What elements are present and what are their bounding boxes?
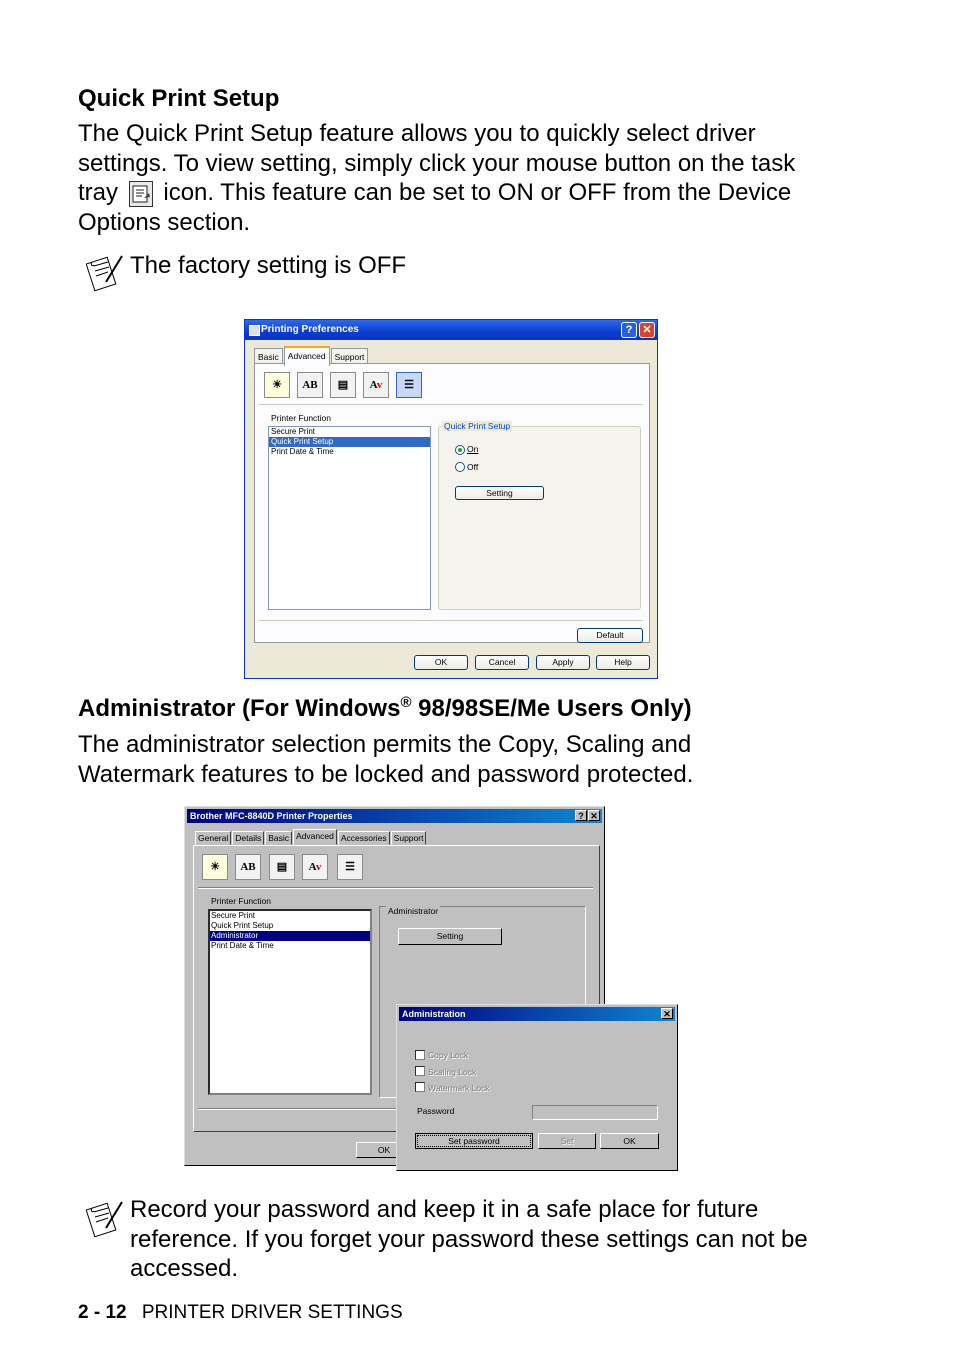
function-list[interactable] xyxy=(268,426,431,610)
note-icon xyxy=(86,252,126,292)
para-line: The administrator selection permits the Copy, Scaling and xyxy=(78,731,692,758)
divider xyxy=(198,887,593,889)
printing-preferences-dialog xyxy=(244,319,658,679)
dialog-title: Brother MFC-8840D Printer Properties xyxy=(190,811,353,821)
scaling-lock-label: Scaling Lock xyxy=(428,1067,477,1077)
dialog-title-bar xyxy=(399,1007,675,1021)
list-item[interactable]: Quick Print Setup xyxy=(269,437,430,447)
tray-icon xyxy=(129,181,153,207)
note-factory-setting: The factory setting is OFF xyxy=(130,252,407,279)
tab-advanced[interactable]: Advanced xyxy=(284,346,330,366)
note-line: reference. If you forget your password these settings can not be xyxy=(130,1225,808,1253)
page-tool-icon[interactable]: ▤ xyxy=(269,854,295,880)
radio-on[interactable] xyxy=(455,445,465,455)
para-text: tray xyxy=(78,179,119,206)
page-footer xyxy=(78,1302,403,1324)
radio-off-label: Off xyxy=(467,462,479,472)
note-password xyxy=(130,1195,890,1284)
device-options-icon[interactable]: ☰ xyxy=(337,854,363,880)
list-item[interactable]: Print Date & Time xyxy=(211,941,274,950)
para-line: Options section. xyxy=(78,208,251,236)
advanced-panel xyxy=(254,363,650,643)
para-line: The Quick Print Setup feature allows you to quickly select driver xyxy=(78,120,756,147)
ok-button[interactable]: OK xyxy=(600,1133,659,1149)
watermark-lock-checkbox[interactable] xyxy=(415,1082,425,1092)
administration-dialog xyxy=(396,1004,678,1171)
note-line: Record your password and keep it in a safe place for future xyxy=(130,1196,759,1223)
divider xyxy=(259,620,643,621)
watermark-lock-label: Watermark Lock xyxy=(428,1083,490,1093)
ab-tool-icon[interactable]: AB xyxy=(235,854,261,880)
function-list[interactable] xyxy=(208,909,372,1095)
note-line: accessed. xyxy=(130,1255,239,1282)
list-item[interactable]: Administrator xyxy=(210,931,370,941)
tab-advanced[interactable]: Advanced xyxy=(293,829,337,845)
password-input[interactable] xyxy=(532,1105,658,1120)
apply-button[interactable]: Apply xyxy=(536,655,590,670)
printer-icon xyxy=(249,325,260,336)
chapter-title: PRINTER DRIVER SETTINGS xyxy=(141,1302,403,1323)
page-number: 2 - 12 xyxy=(78,1302,127,1323)
tab-basic[interactable]: Basic xyxy=(265,831,292,845)
radio-off[interactable] xyxy=(455,462,465,472)
list-item[interactable]: Print Date & Time xyxy=(271,447,334,456)
dialog-title-bar xyxy=(245,320,657,340)
cancel-button[interactable]: Cancel xyxy=(475,655,529,670)
printer-function-label: Printer Function xyxy=(211,896,271,906)
para-line: Watermark features to be locked and password protected. xyxy=(78,760,694,788)
setting-button[interactable]: Setting xyxy=(398,928,502,945)
section2-paragraph xyxy=(78,730,878,789)
heading-text: Administrator (For Windows xyxy=(78,695,401,722)
note-icon xyxy=(86,1198,126,1238)
page-tool-icon[interactable]: ▤ xyxy=(330,372,356,398)
section-heading-administrator xyxy=(78,694,692,723)
tab-accessories[interactable]: Accessories xyxy=(338,831,390,845)
dialog-title: Administration xyxy=(402,1009,466,1019)
list-item[interactable]: Quick Print Setup xyxy=(211,921,274,930)
default-button[interactable]: Default xyxy=(577,628,643,643)
copy-lock-checkbox[interactable] xyxy=(415,1050,425,1060)
section-heading-quick-print: Quick Print Setup xyxy=(78,85,280,112)
ab-tool-icon[interactable]: AB xyxy=(297,372,323,398)
heading-text: 98/98SE/Me Users Only) xyxy=(411,695,692,722)
device-options-icon[interactable]: ☰ xyxy=(396,372,422,398)
close-icon[interactable]: ✕ xyxy=(588,810,600,821)
font-tool-icon[interactable]: Av xyxy=(363,372,389,398)
password-label: Password xyxy=(417,1106,455,1116)
scaling-lock-checkbox[interactable] xyxy=(415,1066,425,1076)
tab-basic[interactable]: Basic xyxy=(254,348,283,365)
help-icon[interactable]: ? xyxy=(575,810,587,821)
setting-button[interactable]: Setting xyxy=(455,486,544,500)
radio-on-label: On xyxy=(467,444,479,454)
help-icon[interactable]: ? xyxy=(621,322,637,338)
divider xyxy=(259,404,643,405)
para-line: settings. To view setting, simply click your mouse button on the task xyxy=(78,149,796,177)
tab-support[interactable]: Support xyxy=(391,831,427,845)
copy-lock-label: Copy Lock xyxy=(428,1050,469,1060)
tab-details[interactable]: Details xyxy=(232,831,264,845)
close-icon[interactable]: ✕ xyxy=(639,322,655,338)
registered-mark: ® xyxy=(400,694,412,711)
para-text: icon. This feature can be set to ON or OFF from the Device xyxy=(156,179,792,206)
help-button[interactable]: Help xyxy=(596,655,650,670)
list-item[interactable]: Secure Print xyxy=(211,911,256,920)
administrator-label: Administrator xyxy=(388,906,439,916)
ok-button[interactable]: OK xyxy=(414,655,468,670)
printer-function-label: Printer Function xyxy=(271,413,331,423)
group-label: Quick Print Setup xyxy=(444,421,511,431)
watermark-tool-icon[interactable]: ☀ xyxy=(202,854,228,880)
ok-button[interactable]: OK xyxy=(356,1142,412,1158)
watermark-tool-icon[interactable]: ☀ xyxy=(264,372,290,398)
tab-support[interactable]: Support xyxy=(331,348,369,365)
dialog-title-bar xyxy=(187,809,602,823)
font-tool-icon[interactable]: Av xyxy=(302,854,328,880)
section1-paragraph xyxy=(78,119,878,237)
list-item[interactable]: Secure Print xyxy=(271,427,316,436)
set-password-button[interactable]: Set password xyxy=(415,1133,533,1149)
set-button[interactable]: Set xyxy=(538,1133,596,1149)
tab-general[interactable]: General xyxy=(195,831,231,845)
dialog-title: Printing Preferences xyxy=(261,324,359,335)
close-icon[interactable]: ✕ xyxy=(661,1008,673,1019)
para-line xyxy=(78,178,878,208)
